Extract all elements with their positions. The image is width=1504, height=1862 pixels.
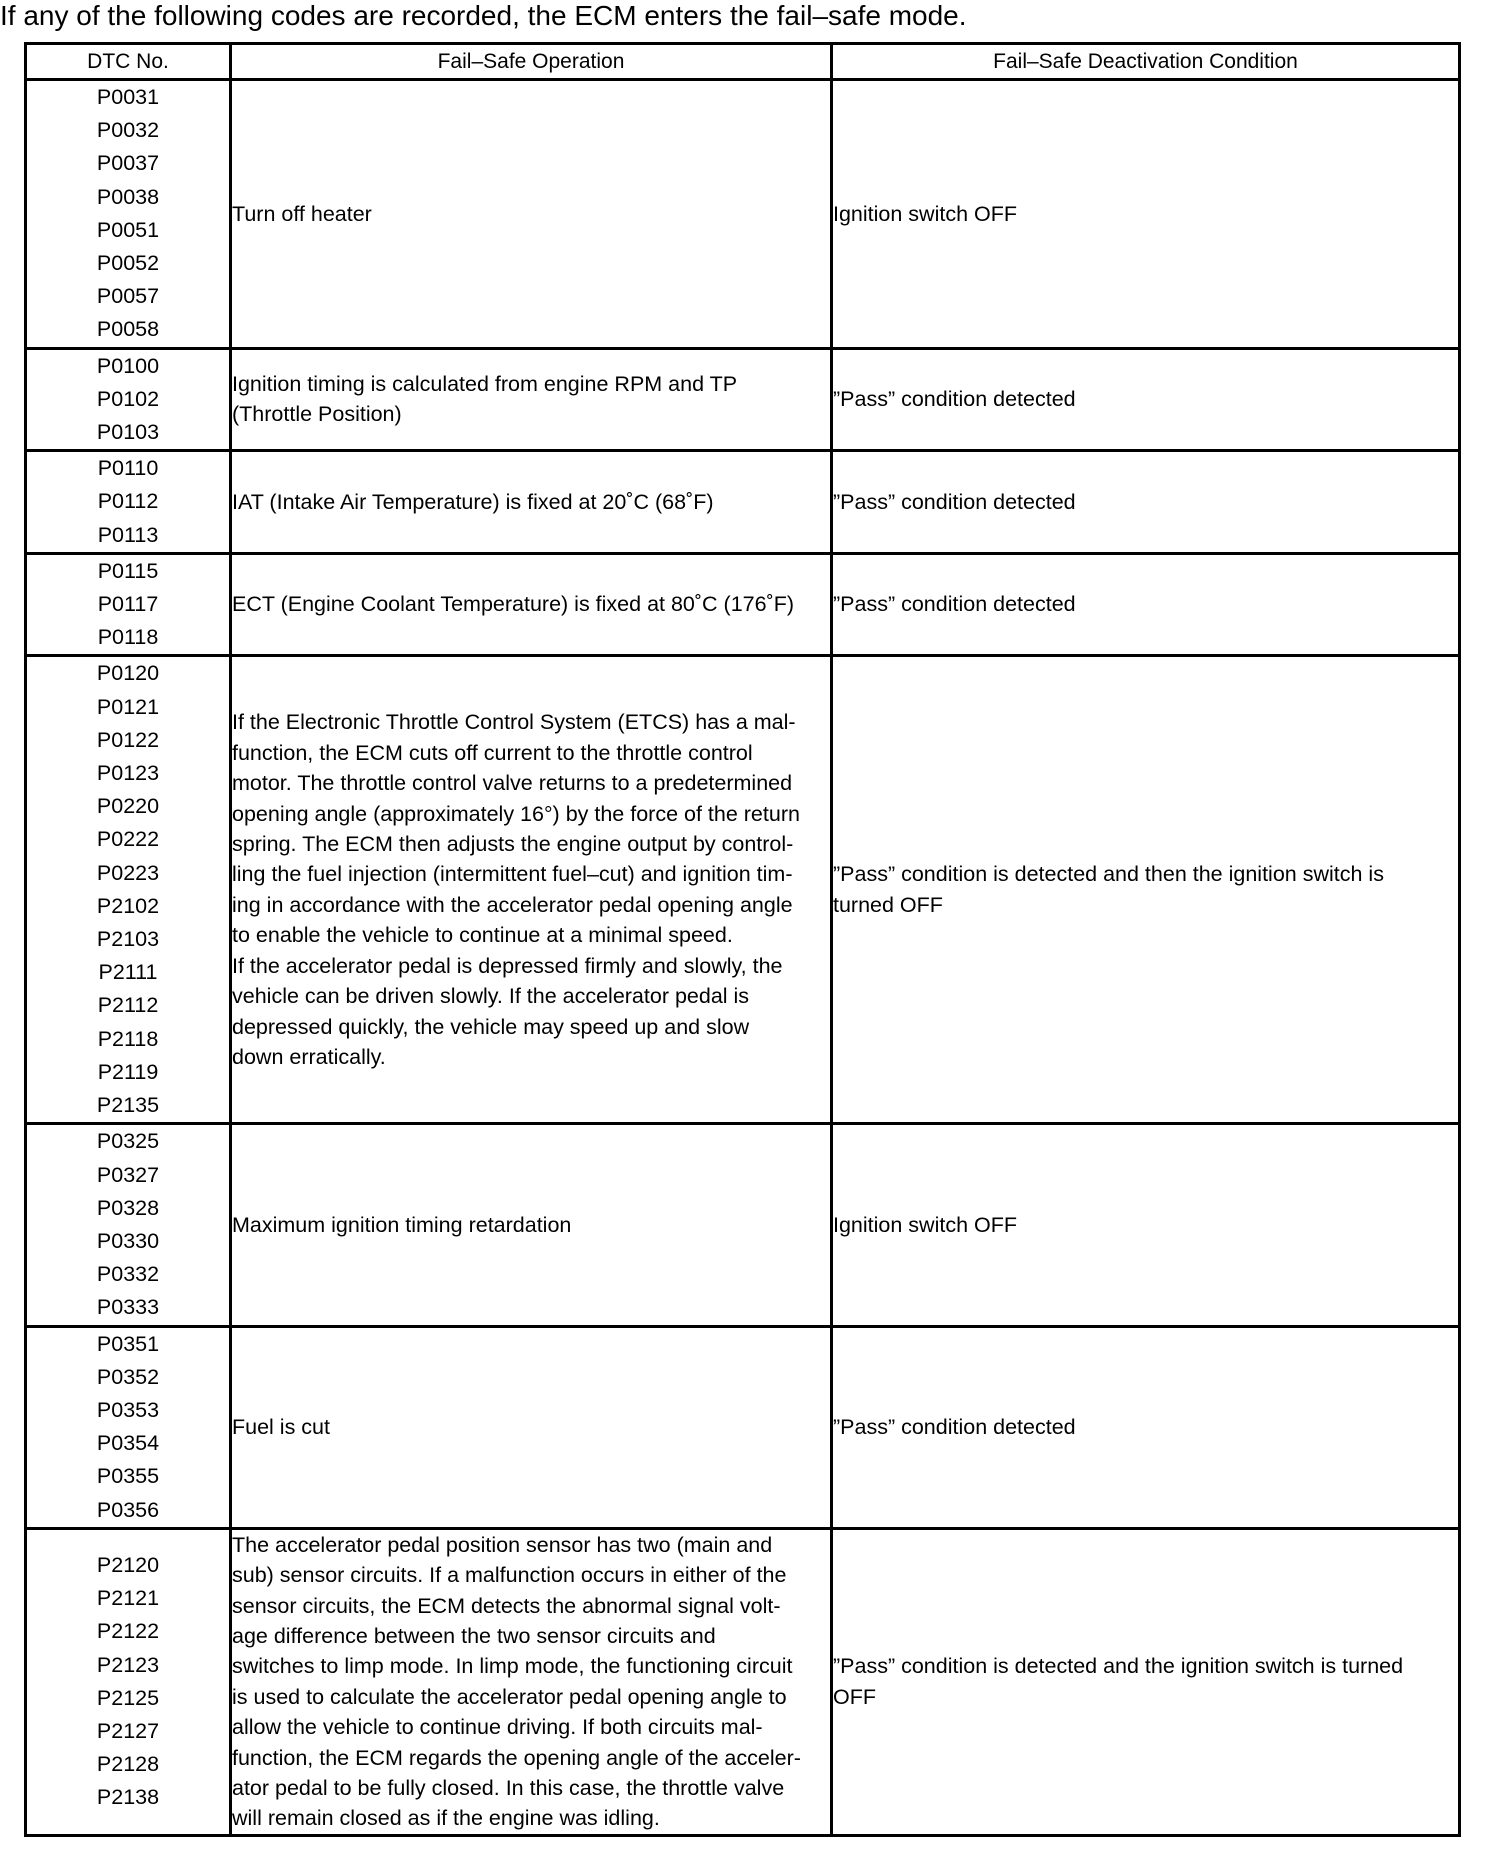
- condition-text-line: ”Pass” condition detected: [833, 592, 1076, 617]
- operation-text-line: opening angle (approximately 16°) by the force of the return: [232, 801, 800, 826]
- dtc-code: P0330: [96, 1228, 160, 1253]
- condition-text-line: ”Pass” condition detected: [833, 387, 1076, 412]
- operation-text-line: ator pedal to be fully closed. In this case, the throttle valve: [232, 1775, 785, 1800]
- table-row: [26, 451, 1460, 554]
- dtc-code: P0223: [96, 860, 160, 885]
- dtc-cell: [26, 1124, 231, 1326]
- operation-text-line: If the Electronic Throttle Control System (ETCS) has a mal-: [232, 710, 796, 735]
- operation-text-line: will remain closed as if the engine was idling.: [232, 1806, 660, 1831]
- dtc-code: P2121: [96, 1586, 160, 1611]
- dtc-code: P0113: [97, 522, 159, 547]
- dtc-code: P0222: [96, 827, 160, 852]
- dtc-code: P0328: [96, 1195, 160, 1220]
- header-dtc-no: DTC No.: [26, 44, 231, 80]
- dtc-code: P2123: [96, 1652, 160, 1677]
- operation-text-line: to enable the vehicle to continue at a minimal speed.: [232, 923, 733, 948]
- dtc-code: P2112: [97, 993, 159, 1018]
- dtc-code: P0325: [96, 1129, 160, 1154]
- table-header-row: [26, 44, 1460, 80]
- deactivation-condition-cell: [832, 1326, 1460, 1528]
- operation-text-line: sensor circuits, the ECM detects the abnormal signal volt-: [232, 1593, 781, 1618]
- dtc-cell: [26, 80, 231, 349]
- dtc-code: P0038: [96, 184, 160, 209]
- deactivation-condition-cell: [832, 1124, 1460, 1326]
- dtc-code: P2102: [96, 893, 160, 918]
- dtc-code: P0352: [96, 1364, 160, 1389]
- operation-text-line: The accelerator pedal position sensor has two (main and: [232, 1532, 773, 1557]
- fail-safe-operation-cell: [231, 1528, 832, 1835]
- table-row: [26, 656, 1460, 1124]
- operation-text-line: spring. The ECM then adjusts the engine output by control-: [232, 832, 794, 857]
- dtc-code: P0355: [96, 1464, 160, 1489]
- dtc-code: P0356: [96, 1497, 160, 1522]
- intro-text: If any of the following codes are recorded, the ECM enters the fail–safe mode.: [0, 0, 967, 31]
- deactivation-condition-cell: [832, 656, 1460, 1124]
- dtc-code: P2118: [97, 1026, 159, 1051]
- dtc-code: P0120: [96, 661, 160, 686]
- dtc-code: P0103: [96, 420, 160, 445]
- table-row: [26, 1124, 1460, 1326]
- dtc-code: P0118: [97, 625, 159, 650]
- deactivation-condition-cell: [832, 451, 1460, 554]
- deactivation-condition-cell: [832, 553, 1460, 656]
- condition-text-line: ”Pass” condition is detected and then the ignition switch is: [833, 862, 1384, 887]
- dtc-code: P0051: [96, 217, 160, 242]
- table-row: [26, 348, 1460, 451]
- dtc-cell: [26, 348, 231, 451]
- dtc-cell: [26, 451, 231, 554]
- table-row: [26, 1326, 1460, 1528]
- dtc-code: P2120: [96, 1552, 160, 1577]
- dtc-code: P0100: [96, 353, 160, 378]
- dtc-code: P0058: [96, 317, 160, 342]
- operation-text-line: Ignition timing is calculated from engine RPM and TP: [232, 372, 738, 397]
- fail-safe-operation-cell: [231, 656, 832, 1124]
- header-deactivation-condition: Fail–Safe Deactivation Condition: [832, 44, 1460, 80]
- operation-text-line: If the accelerator pedal is depressed firmly and slowly, the: [232, 953, 783, 978]
- dtc-code: P0112: [97, 489, 159, 514]
- dtc-code: P0123: [96, 761, 160, 786]
- dtc-code: P2119: [97, 1059, 159, 1084]
- dtc-code: P0327: [96, 1162, 160, 1187]
- dtc-code: P2122: [96, 1619, 160, 1644]
- condition-text-line: Ignition switch OFF: [833, 1212, 1017, 1237]
- dtc-code: P0031: [96, 85, 160, 109]
- dtc-cell: [26, 1528, 231, 1835]
- dtc-code: P0351: [96, 1331, 160, 1356]
- fail-safe-operation-cell: [231, 451, 832, 554]
- dtc-code: P2127: [96, 1718, 160, 1743]
- operation-text-line: age difference between the two sensor circuits and: [232, 1623, 716, 1648]
- fail-safe-operation-cell: [231, 348, 832, 451]
- dtc-code: P2125: [96, 1685, 160, 1710]
- fail-safe-table: [24, 42, 1461, 1837]
- dtc-cell: [26, 1326, 231, 1528]
- dtc-code: P0121: [96, 694, 160, 719]
- dtc-code: P0117: [97, 592, 159, 617]
- operation-text-line: (Throttle Position): [232, 402, 402, 427]
- dtc-code: P2103: [96, 927, 160, 952]
- dtc-code: P2111: [98, 960, 158, 985]
- fail-safe-operation-cell: [231, 1124, 832, 1326]
- deactivation-condition-cell: [832, 80, 1460, 349]
- dtc-code: P0333: [96, 1295, 160, 1320]
- operation-text-line: is used to calculate the accelerator pedal opening angle to: [232, 1684, 787, 1709]
- table-body: [26, 80, 1460, 1836]
- table-row: [26, 80, 1460, 349]
- condition-text-line: Ignition switch OFF: [833, 201, 1017, 226]
- operation-text-line: allow the vehicle to continue driving. If both circuits mal-: [232, 1715, 763, 1740]
- operation-text-line: Maximum ignition timing retardation: [232, 1212, 572, 1237]
- dtc-code: P2135: [96, 1093, 160, 1118]
- operation-text-line: switches to limp mode. In limp mode, the functioning circuit: [232, 1654, 793, 1679]
- fail-safe-operation-cell: [231, 80, 832, 349]
- operation-text-line: down erratically.: [232, 1044, 386, 1069]
- dtc-code: P0037: [96, 151, 160, 176]
- condition-text-line: turned OFF: [833, 892, 943, 917]
- table-row: [26, 553, 1460, 656]
- dtc-code: P0122: [96, 727, 160, 752]
- operation-text-line: IAT (Intake Air Temperature) is fixed at 20˚C (68˚F): [232, 489, 714, 514]
- operation-text-line: ing in accordance with the accelerator pedal opening angle: [232, 892, 793, 917]
- operation-text-line: vehicle can be driven slowly. If the accelerator pedal is: [232, 984, 750, 1009]
- fail-safe-operation-cell: [231, 553, 832, 656]
- dtc-code: P0220: [96, 794, 160, 819]
- dtc-code: P0353: [96, 1397, 160, 1422]
- condition-text-line: ”Pass” condition detected: [833, 1414, 1076, 1439]
- dtc-code: P0102: [96, 386, 160, 411]
- condition-text-line: OFF: [833, 1684, 876, 1709]
- operation-text-line: motor. The throttle control valve returns to a predetermined: [232, 771, 793, 796]
- fail-safe-operation-cell: [231, 1326, 832, 1528]
- condition-text-line: ”Pass” condition detected: [833, 489, 1076, 514]
- dtc-code: P0354: [96, 1431, 160, 1456]
- dtc-cell: [26, 553, 231, 656]
- operation-text-line: ling the fuel injection (intermittent fuel–cut) and ignition tim-: [232, 862, 793, 887]
- operation-text-line: function, the ECM regards the opening angle of the acceler-: [232, 1745, 801, 1770]
- dtc-code: P0032: [96, 118, 160, 143]
- dtc-code: P0115: [97, 558, 159, 583]
- deactivation-condition-cell: [832, 348, 1460, 451]
- dtc-cell: [26, 656, 231, 1124]
- condition-text-line: ”Pass” condition is detected and the ignition switch is turned: [833, 1654, 1404, 1679]
- operation-text-line: Fuel is cut: [232, 1414, 330, 1439]
- table-row: [26, 1528, 1460, 1835]
- dtc-code: P0057: [96, 284, 160, 309]
- operation-text-line: depressed quickly, the vehicle may speed up and slow: [232, 1014, 750, 1039]
- dtc-code: P2128: [96, 1752, 160, 1777]
- dtc-code: P2138: [96, 1785, 160, 1810]
- dtc-code: P0332: [96, 1262, 160, 1287]
- dtc-code: P0052: [96, 251, 160, 276]
- operation-text-line: function, the ECM cuts off current to the throttle control: [232, 740, 753, 765]
- operation-text-line: sub) sensor circuits. If a malfunction occurs in either of the: [232, 1563, 787, 1588]
- deactivation-condition-cell: [832, 1528, 1460, 1835]
- header-fail-safe-operation: Fail–Safe Operation: [231, 44, 832, 80]
- operation-text-line: ECT (Engine Coolant Temperature) is fixed at 80˚C (176˚F): [232, 592, 795, 617]
- operation-text-line: Turn off heater: [232, 201, 372, 226]
- dtc-code: P0110: [97, 456, 159, 481]
